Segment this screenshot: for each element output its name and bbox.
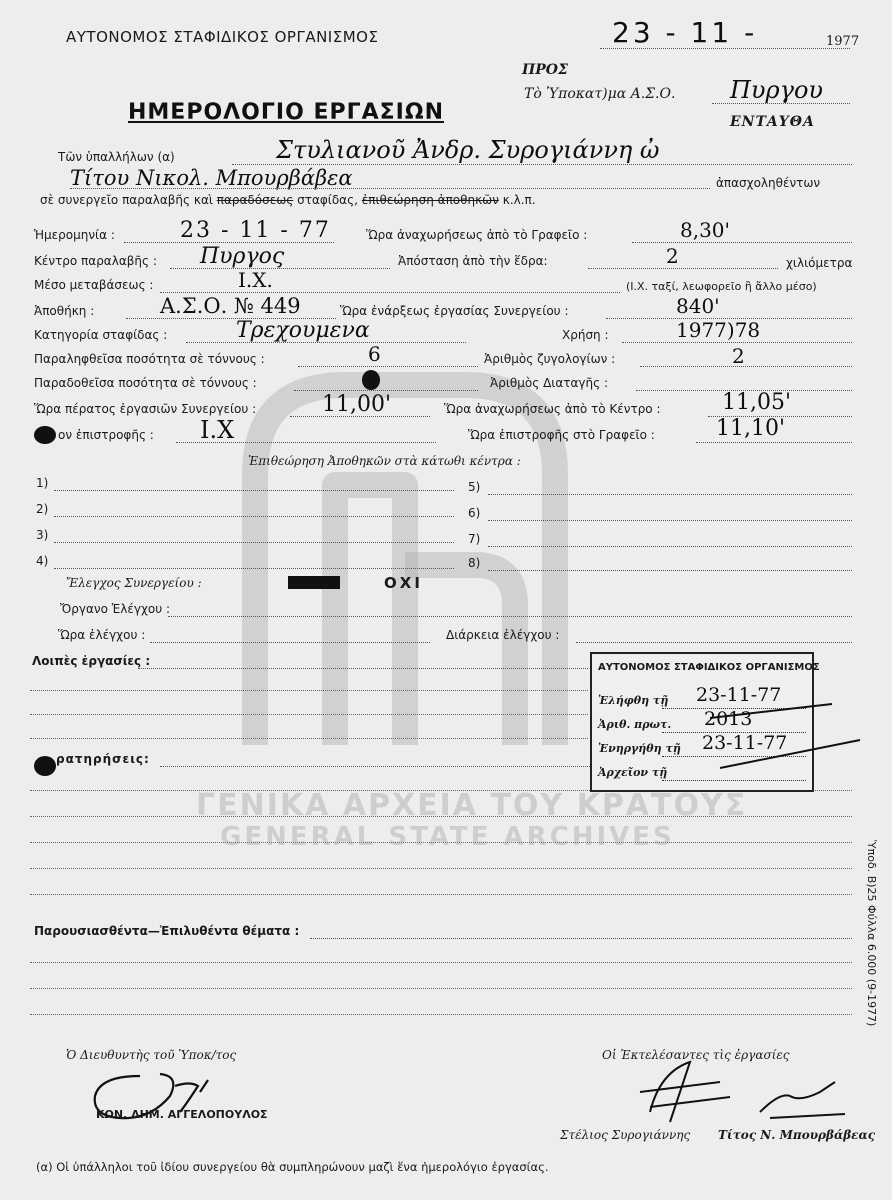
inspection-item-5: 5) [468, 480, 481, 494]
start-value: 840' [676, 294, 720, 318]
date-value: 23 - 11 - 77 [180, 218, 331, 243]
distance-value: 2 [666, 244, 679, 268]
side-note: Ὑποδ. Β)25 Φύλλα 6.000 (9-1977) [865, 840, 878, 1027]
performer-1-name: Στέλιος Συρογιάννης [560, 1128, 691, 1142]
start-label: Ὥρα ἐνάρξεως ἐργασίας Συνεργείου : [340, 304, 569, 318]
here-label: ΕΝΤΑΥΘΑ [730, 114, 815, 130]
stamp-title: ΑΥΤΟΝΟΜΟΣ ΣΤΑΦΙΔΙΚΟΣ ΟΡΓΑΝΙΣΜΟΣ [598, 662, 820, 673]
use-label: Χρήση : [562, 328, 609, 342]
stamp-received-label: Ἐλήφθη τῇ [598, 694, 669, 707]
redaction-mark [288, 576, 340, 589]
to-line: Τὸ Ὑποκατ)μα Α.Σ.Ο. [524, 86, 676, 102]
employees-names-1: Στυλιανοῦ Ἀνδρ. Συρογιάννη ὠ [276, 136, 660, 164]
other-work-label: Λοιπὲς ἐργασίες : [32, 654, 151, 668]
departure-office-value: 8,30' [680, 218, 731, 242]
received-label: Παραληφθεῖσα ποσότητα σὲ τόννους : [34, 352, 265, 366]
punch-hole [34, 426, 56, 444]
employees-names-2: Τίτου Νικολ. Μπουρβάβεα [70, 166, 353, 190]
scales-label: Ἀριθμὸς ζυγολογίων : [484, 352, 616, 366]
punch-hole-2 [34, 756, 56, 776]
control-value: ΟΧΙ [384, 574, 423, 592]
return-office-value: 11,10' [716, 416, 786, 441]
issues-label: Παρουσιασθέντα—Ἐπιλυθέντα θέματα : [34, 924, 300, 938]
organization-name: ΑΥΤΟΝΟΜΟΣ ΣΤΑΦΙΔΙΚΟΣ ΟΡΓΑΝΙΣΜΟΣ [66, 28, 379, 46]
stamp-protocol-label: Ἀριθ. πρωτ. [598, 718, 672, 731]
inspection-heading: Ἐπιθεώρηση Ἀποθηκῶν στὰ κάτωθι κέντρα : [248, 454, 521, 468]
inspection-item-8: 8) [468, 556, 481, 570]
ink-blot [362, 370, 380, 390]
performers-label: Οἱ Ἐκτελέσαντες τὶς ἐργασίες [602, 1048, 790, 1062]
received-value: 6 [368, 342, 381, 366]
employees-description: σὲ συνεργεῖο παραλαβῆς καὶ παραδόσεως σταφίδας, ἐπιθεώρηση ἀποθηκῶν κ.λ.π. [40, 193, 536, 207]
inspection-item-1: 1) [36, 476, 49, 490]
watermark-english: GENERAL STATE ARCHIVES [220, 822, 675, 852]
departure-center-label: Ὥρα ἀναχωρήσεως ἀπὸ τὸ Κέντρο : [444, 402, 661, 416]
center-value: Πυργος [200, 244, 285, 269]
stamp-executed-label: Ἐνηργήθη τῇ [598, 742, 681, 755]
category-value: Τρεχουμενα [236, 318, 370, 343]
performer-2-name: Τίτος Ν. Μπουρβάβεας [718, 1128, 876, 1142]
stamp-protocol-value: 2013 [704, 708, 753, 730]
control-time-label: Ὥρα ἐλέγχου : [58, 628, 146, 642]
transport-hint: (Ι.Χ. ταξί, λεωφορεῖο ἢ ἄλλο μέσο) [626, 280, 817, 293]
year-printed: 1977 [826, 34, 860, 49]
end-label: Ὥρα πέρατος ἐργασιῶν Συνεργείου : [34, 402, 257, 416]
category-label: Κατηγορία σταφίδας : [34, 328, 168, 342]
footnote: (α) Οἱ ὑπάλληλοι τοῦ ἰδίου συνεργείου θὰ συμπληρώνουν μαζὶ ἕνα ἡμερολόγιο ἐργασίας. [36, 1160, 549, 1174]
order-label: Ἀριθμὸς Διαταγῆς : [490, 376, 608, 390]
center-label: Κέντρο παραλαβῆς : [34, 254, 157, 268]
performer-signatures [620, 1052, 860, 1132]
inspection-item-3: 3) [36, 528, 49, 542]
return-means-value: Ι.Χ [200, 416, 235, 444]
employees-label: Τῶν ὑπαλλήλων (α) [58, 150, 175, 164]
employees-occupied: ἀπασχοληθέντων [716, 176, 821, 190]
departure-office-label: Ὥρα ἀναχωρήσεως ἀπὸ τὸ Γραφεῖο : [366, 228, 588, 242]
delivered-label: Παραδοθεῖσα ποσότητα σὲ τόννους : [34, 376, 257, 390]
use-value: 1977)78 [676, 318, 761, 342]
return-means-label: ον ἐπιστροφῆς : [58, 428, 154, 442]
warehouse-label: Ἀποθήκη : [34, 304, 95, 318]
transport-value: Ι.Χ. [238, 268, 273, 292]
date-label: Ἡμερομηνία : [34, 228, 115, 242]
stamp-pen-strokes [700, 690, 870, 780]
inspection-item-7: 7) [468, 532, 481, 546]
duration-label: Διάρκεια ἐλέγχου : [446, 628, 560, 642]
inspection-item-6: 6) [468, 506, 481, 520]
return-office-label: Ὥρα ἐπιστροφῆς στὸ Γραφεῖο : [468, 428, 655, 442]
inspection-item-2: 2) [36, 502, 49, 516]
departure-center-value: 11,05' [722, 390, 792, 415]
scales-value: 2 [732, 344, 745, 368]
inspection-item-4: 4) [36, 554, 49, 568]
stamp-executed-value: 23-11-77 [702, 732, 788, 754]
stamp-received-value: 23-11-77 [696, 684, 782, 706]
end-value: 11,00' [322, 392, 392, 417]
director-name: ΚΩΝ. ΔΗΜ. ΑΓΓΕΛΟΠΟΥΛΟΣ [96, 1108, 268, 1121]
remarks-label: ρατηρήσεις: [56, 752, 150, 766]
page-title: ΗΜΕΡΟΛΟΓΙΟ ΕΡΓΑΣΙΩΝ [128, 100, 444, 125]
distance-label: Ἀπόσταση ἀπὸ τὴν ἕδρα: [398, 254, 548, 268]
to-handwritten: Πυργου [730, 76, 824, 104]
stamp-archive-label: Ἀρχεῖον τῇ [598, 766, 668, 779]
watermark-greek: ΓΕΝΙΚΑ ΑΡΧΕΙΑ ΤΟΥ ΚΡΑΤΟΥΣ [196, 788, 748, 823]
control-label: Ἔλεγχος Συνεργείου : [66, 576, 202, 590]
organ-label: Ὄργανο Ἐλέγχου : [60, 602, 171, 616]
date-handwritten: 23 - 11 - [612, 16, 758, 49]
warehouse-value: Α.Σ.Ο. № 449 [160, 294, 301, 318]
to-label: ΠΡΟΣ [522, 62, 568, 78]
transport-label: Μέσο μεταβάσεως : [34, 278, 154, 292]
director-label: Ὁ Διευθυντὴς τοῦ Ὑποκ/τος [66, 1048, 237, 1062]
km-label: χιλιόμετρα [786, 256, 853, 270]
